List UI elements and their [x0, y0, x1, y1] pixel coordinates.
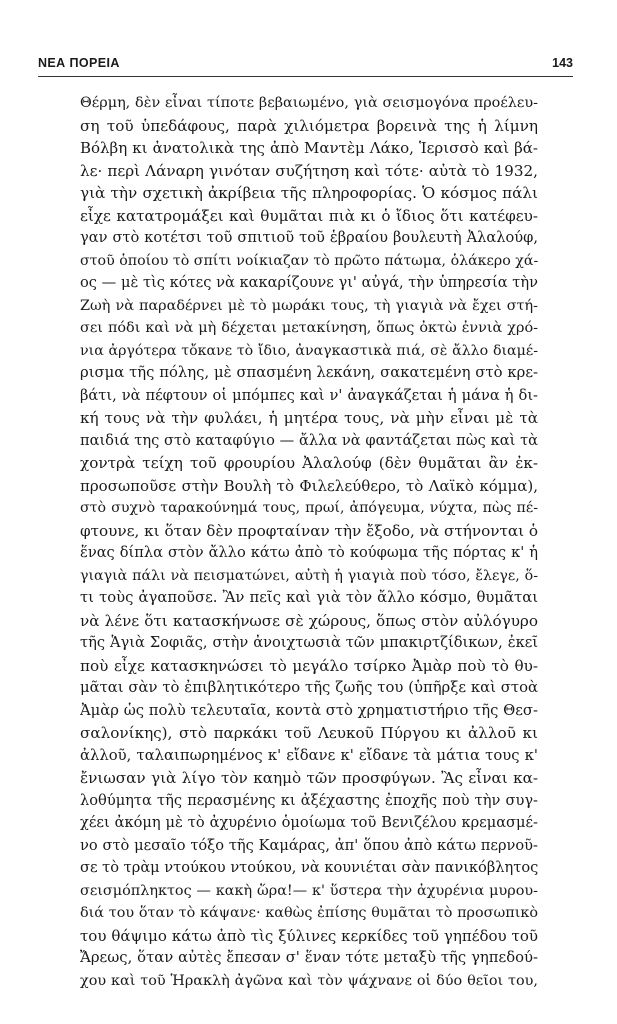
- text-line: ση τοῦ ὑπεδάφους, παρὰ χιλιόμετρα βορεινὰ της ἡ λίμνη: [80, 116, 538, 135]
- page-number: 143: [552, 56, 573, 70]
- text-line: λοθύμητα τῆς περασμένης κι ἀξέχαστης ἐποχῆς ποὺ τὴν συγ-: [80, 791, 538, 809]
- text-line: βάτι, νὰ πέφτουν οἱ μπόμπες καὶ ν' ἀναγκάζεται ἡ μάνα ἡ δι-: [80, 386, 538, 404]
- text-line: Ἄρεως, ὅταν αὐτὲς ἔπεσαν σ' ἕναν τότε μεταξὺ τῆς γηπεδού-: [80, 949, 538, 966]
- text-line: εἶχε κατατρομάξει καὶ θυμᾶται πιὰ κι ὁ ἴδιος ὅτι κατέφευ-: [80, 206, 538, 225]
- text-line: ος — μὲ τὶς κότες νὰ κακαρίζουνε γι' αὐγά, τὴν ὑπηρεσία τὴν: [80, 274, 538, 291]
- text-line: ἕνας δίπλα στὸν ἄλλο κάτω ἀπὸ τὸ κούφωμα τῆς πόρτας κ' ἡ: [80, 544, 538, 561]
- text-line: νο στὸ μεσαῖο τόξο τῆς Καμάρας, ἀπ' ὅπου ἀπὸ κάτω περνοῦ-: [80, 836, 538, 854]
- text-line: γιαγιὰ πάλι νὰ πεισματώνει, αὐτὴ ἡ γιαγιὰ ποὺ τόσο, ἔλεγε, ὅ-: [80, 567, 538, 584]
- running-head: [38, 54, 573, 76]
- text-line: σαλονίκης), στὸ παρκάκι τοῦ Λευκοῦ Πύργου κι ἀλλοῦ κι: [80, 724, 538, 742]
- text-line: τι τοὺς ἀγαποῦσε. Ἂν πεῖς καὶ γιὰ τὸν ἄλλο κόσμο, θυμᾶται: [80, 589, 538, 606]
- text-line: Βόλβη κι ἀνατολικὰ της ἀπὸ Μαντὲμ Λάκο, Ἱερισσὸ καὶ βά-: [80, 139, 538, 157]
- text-line: ἀλλοῦ, ταλαιπωρημένος κ' εἴδανε κ' εἴδανε τὰ μάτια τους κ': [80, 746, 538, 764]
- text-line: στοῦ ὁποίου τὸ σπίτι νοίκιαζαν τὸ πρῶτο πάτωμα, ὁλάκερο χά-: [80, 252, 538, 269]
- text-line: Ἀμὰρ ὡς πολὺ τελευταῖα, κοντὰ στὸ χρηματιστήριο τῆς Θεσ-: [80, 701, 538, 719]
- text-line: τῆς Ἁγιὰ Σοφιᾶς, στὴν ἀνοιχτωσιὰ τῶν μπακιρτζίδικων, ἐκεῖ: [80, 634, 538, 651]
- text-line: νὰ λένε ὅτι κατασκήνωσε σὲ χώρους, ὅπως στὸν αὐλόγυρο: [80, 611, 538, 630]
- text-line: γαν στὸ κοτέτσι τοῦ σπιτιοῦ τοῦ ἑβραίου βουλευτὴ Ἀλαλούφ,: [80, 229, 538, 246]
- text-line: σεισμόπληκτος — κακὴ ὥρα!— κ' ὕστερα τὴν ἀχυρένια μυρου-: [80, 882, 538, 899]
- text-line: ποὺ εἶχε κατασκηνώσει τὸ μεγάλο τσίρκο Ἀμὰρ ποὺ τὸ θυ-: [80, 656, 538, 675]
- text-line: νια ἀργότερα τὄκανε τὸ ἴδιο, ἀναγκαστικὰ πιά, σὲ ἄλλο διαμέ-: [80, 342, 538, 359]
- text-line: ἔνιωσαν γιὰ λίγο τὸν καημὸ τῶν προσφύγων. Ἂς εἶναι κα-: [80, 769, 538, 787]
- text-line: Ζωὴ νὰ παραδέρνει μὲ τὸ μωράκι τους, τὴ γιαγιὰ νὰ ἔχει στή-: [80, 297, 538, 314]
- text-line: διά του ὅταν τὸ κάψανε· καθὼς ἐπίσης θυμᾶται τὸ προσωπικὸ: [80, 905, 538, 921]
- header-rule: [38, 76, 573, 77]
- text-line: προσωποῦσε στὴν Βουλὴ τὸ Φιλελεύθερο, τὸ Λαϊκὸ κόμμα),: [80, 476, 538, 495]
- text-line: σε τὸ τρὰμ ντούκου ντούκου, νὰ κουνιέται σὰν πανικόβλητος: [80, 859, 538, 876]
- text-line: σει πόδι καὶ νὰ μὴ δέχεται μετακίνηση, ὅπως ὀκτὼ ἐννιὰ χρό-: [80, 320, 538, 336]
- text-line: χέει ἀκόμη μὲ τὸ ἀχυρένιο ὁμοίωμα τοῦ Βενιζέλου κρεμασμέ-: [80, 814, 538, 831]
- text-line: κή τους νὰ τὴν φυλάει, ἡ μητέρα τους, νὰ μὴν εἶναι μὲ τὰ: [80, 409, 538, 427]
- text-line: μᾶται σὰν τὸ ἐπιβλητικότερο τῆς ζωῆς του (ὑπῆρξε καὶ στοὰ: [80, 679, 538, 696]
- body-text: [80, 92, 538, 992]
- text-line: φτουνε, κι ὅταν δὲν προφταίναν τὴν ἔξοδο, νὰ στήνονται ὁ: [80, 521, 538, 540]
- text-line: χου καὶ τοῦ Ἡρακλὴ ἀγῶνα καὶ τὸν ψάχνανε οἱ δύο θεῖοι του,: [80, 972, 538, 989]
- text-line: ρισμα τῆς πόλης, μὲ σπασμένη λεκάνη, σακατεμένη στὸ κρε-: [80, 364, 538, 381]
- text-line: χοντρὰ τείχη τοῦ φρουρίου Ἀλαλούφ (δὲν θυμᾶται ἂν ἐκ-: [80, 454, 538, 472]
- text-line: γιὰ τὴν σχετικὴ ἀκρίβεια τῆς πληροφορίας. Ὁ κόσμος πάλι: [80, 184, 538, 202]
- text-line: Θέρμη, δὲν εἶναι τίποτε βεβαιωμένο, γιὰ σεισμογόνα προέλευ-: [80, 95, 538, 111]
- text-line: παιδιά της στὸ καταφύγιο — ἄλλα νὰ φαντάζεται πὼς καὶ τὰ: [80, 431, 538, 449]
- text-line: του θάψιμο κάτω ἀπὸ τὶς ξύλινες κερκίδες τοῦ γηπέδου τοῦ: [80, 926, 538, 945]
- journal-title: ΝΕΑ ΠΟΡΕΙΑ: [38, 56, 120, 70]
- text-line: στὸ συχνὸ ταρακούνημά τους, πρωί, ἀπόγευμα, νύχτα, πὼς πέ-: [80, 500, 538, 516]
- text-line: λε· περὶ Λάναρη γινόταν συζήτηση καὶ τότε· αὐτὰ τὸ 1932,: [80, 161, 538, 180]
